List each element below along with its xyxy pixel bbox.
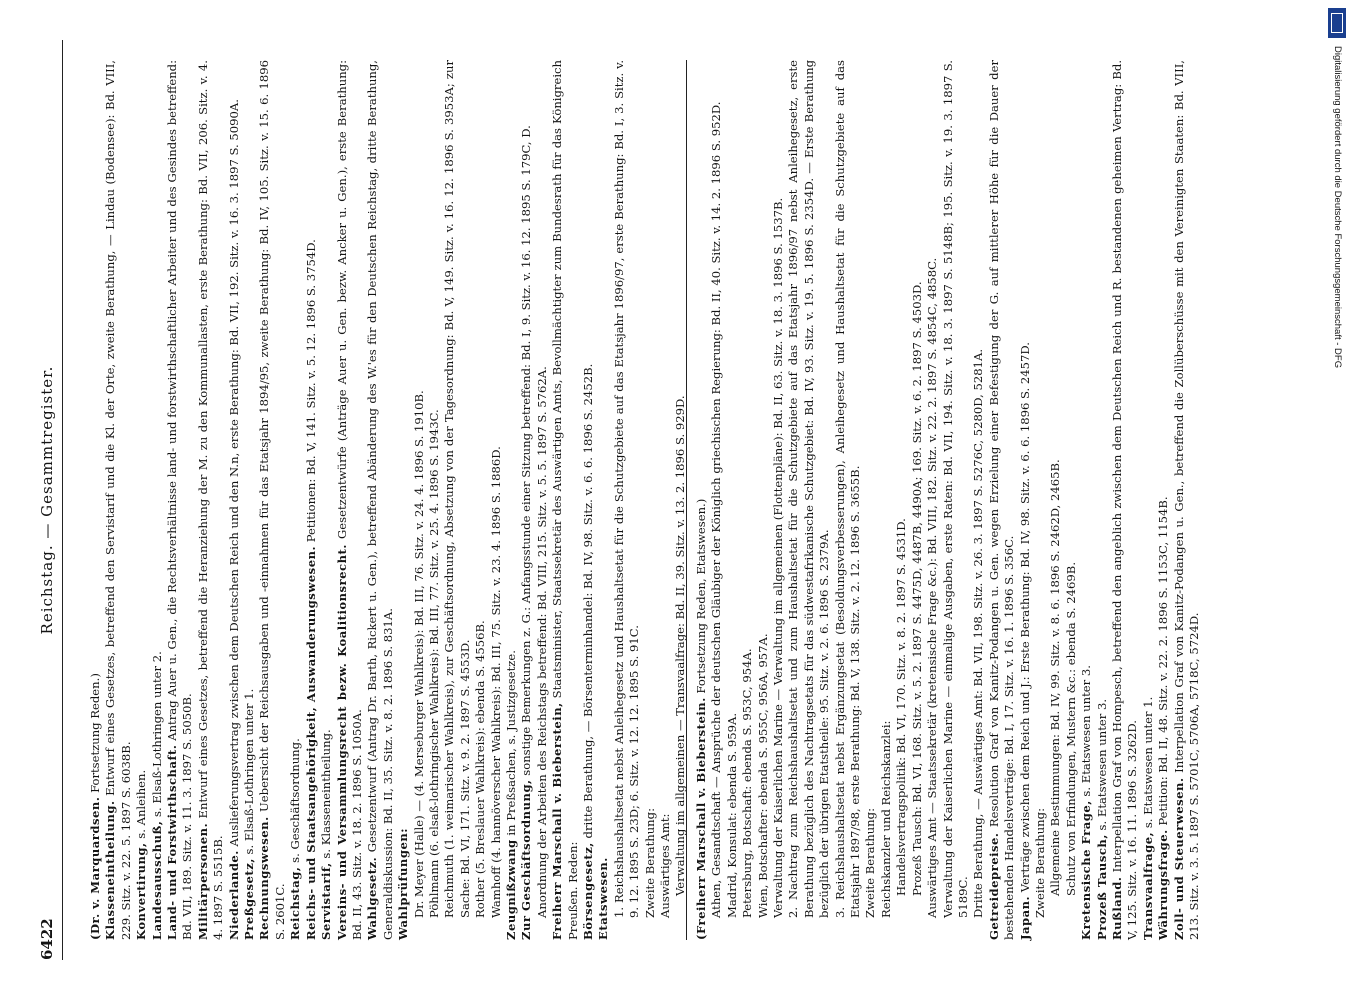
entry-text: Petition: Bd. II, 48. Sitz. v. 22. 2. 1896 S. 1153C, 1154B.: [1156, 496, 1171, 826]
entry-text: Petitionen: Bd. V, 141. Sitz. v. 5. 12. 1896 S. 3754D.: [303, 239, 318, 543]
entry-text: Verträge zwischen dem Reich und J.: Erste Berathung: Bd. IV, 98. Sitz. v. 6. 6. 1896 S. 2457D.: [1017, 342, 1032, 893]
entry-text: Zweite Berathung:: [1032, 808, 1047, 918]
entry-text: Petersburg, Botschaft: ebenda S. 953C, 954A.: [740, 648, 755, 918]
entry-text: Verwaltung der Kaiserlichen Marine — Verwaltung im allgemeinen (Flottenpläne): Bd. II, 63. Sitz. v. 18. 3. 1896 S. 1537B.: [771, 197, 786, 918]
entry-heading: Militärpersonen.: [195, 822, 210, 940]
index-entry: [581, 60, 596, 940]
entry-text: 1. Reichshaushaltsetat nebst Anleihegesetz und Haushaltsetat für die Schutzgebiete auf das Etatsjahr 1896/97, erste Berathung: Bd. I, 3. Sitz. v. 9. 12. 1895 S. 23D; 6. Sitz. v. 12. 12. 1895 S. 91C.: [611, 60, 642, 918]
index-entry: [879, 60, 894, 940]
index-entry: [396, 60, 411, 940]
entry-text: s. Anleihen.: [134, 769, 149, 839]
entry-heading: Preßgesetz,: [242, 858, 257, 940]
index-entry: [694, 60, 709, 940]
entry-heading: Etatswesen.: [596, 857, 611, 940]
index-entry: [1033, 60, 1048, 940]
entry-text: dritte Berathung, — Börsenterminhandel: Bd. IV, 98. Sitz. v. 6. 6. 1896 S. 2452B.: [581, 363, 595, 839]
entry-heading: Konvertirung,: [134, 842, 149, 940]
dfg-stamp: [1327, 6, 1347, 996]
index-entry: [709, 60, 724, 940]
entry-text: Entwurf eines Gesetzes, betreffend den Servistarif und die Kl. der Orte, zweite Berathung, — Lindau (Bodensee): Bd. VIII, 229. Sitz. v. 22. 5. 1897 S. 6038B.: [103, 60, 133, 940]
entry-text: Fortsetzung Reden.): [88, 673, 102, 793]
entry-heading: Wahlgesetz.: [365, 856, 380, 940]
entry-text: Reichmuth (1. weimarischer Wahlkreis), zur Geschäftsordnung, Absetzung von der Tagesordnung: Bd. V, 149. Sitz. v. 16. 12. 1896 S. 3953A; zur Sache: Bd. VI, 171. Sitz. v. 9. 2. 1897 S. 4553D.: [442, 60, 472, 918]
index-entry: [771, 60, 786, 940]
index-entry: [335, 60, 366, 940]
entry-text: 2. Nachtrag zum Reichshaushaltsetat und zum Haushaltsetat für die Schutzgebiete auf das Etatsjahr 1896/97 nebst Anleihegesetz, erste Berathung bezüglich des Nachtragsetats für das südwestafrikanische Schutzgebiet: Bd. IV, 93. Sitz. v. 19. 5. 1896 S. 2354D. — Erste Berathung bezüglich der übrigen Etatstheile: 95. Sitz. v. 2. 6. 1896 S. 2379A.: [786, 60, 832, 918]
index-entry: [971, 60, 986, 940]
entry-text: Auslieferungsvertrag zwischen dem Deutschen Reich und den N.n, erste Berathung: Bd. VII, 192. Sitz. v. 16. 3. 1897 S. 5090A.: [226, 99, 241, 847]
entry-text: Interpellation Graf von Hompesch, betreffend den angeblich zwischen dem Deutschen Reich und R. bestandenen geheimen Vertrag: Bd. V, 125. Sitz. v. 16. 11. 1896 S. 3262D.: [1109, 59, 1140, 940]
index-entry: [1095, 60, 1110, 940]
index-column-left: [88, 59, 688, 940]
entry-heading: Transvaalfrage,: [1140, 831, 1155, 940]
entry-text: sonstige Bemerkungen z. G.: Anfangsstunde einer Sitzung betreffend: Bd. I, 9. Sitz. v. 16. 12. 1895 S. 179C, D.: [519, 125, 534, 776]
entry-heading: Landesausschuß,: [149, 820, 164, 940]
entry-text: Pöhlmann (6. elsaß-lothringischer Wahlkreis): Bd. III, 77. Sitz. v. 25. 4. 1896 S. 1943C.: [426, 409, 441, 918]
index-column-right: [694, 60, 1284, 940]
entry-text: s. Etatswesen unter 3.: [1079, 665, 1094, 797]
entry-heading: Kretensische Frage,: [1079, 800, 1094, 940]
entry-text: Uebersicht der Reichsausgaben und -einnahmen für das Etatsjahr 1894/95, zweite Berathung: Bd. IV, 105. Sitz. v. 15. 6. 1896 S. 2601C.: [257, 60, 287, 940]
entry-text: Dr. Meyer (Halle) — (4. Merseburger Wahlkreis): Bd. III, 76. Sitz. v. 24. 4. 1896 S. 1910B.: [411, 390, 426, 918]
entry-text: Prozeß Tausch: Bd. VI, 168. Sitz. v. 5. 2. 1897 S. 4475D, 4487B, 4490A; 169. Sitz. v. 6. 2. 1897 S. 4503D.: [909, 281, 924, 896]
entry-text: Interpellation Graf von Kanitz-Podangen u. Gen., betreffend die Zollüberschüsse mit den Vereinigten Staaten: Bd. VIII, 213. Sitz. v. 3. 5. 1897 S. 5701C, 5706A, 5718C, 5724D.: [1171, 60, 1201, 940]
entry-heading: Rechnungswesen.: [257, 816, 272, 940]
entry-text: s. Elsaß-Lothringen unter 1.: [242, 688, 257, 855]
index-entry: [756, 60, 771, 940]
index-entry: [894, 60, 909, 940]
index-entry: [1156, 60, 1171, 940]
index-entry: [257, 60, 288, 940]
entry-text: s. Elsaß-Lothringen unter 2.: [149, 651, 164, 817]
entry-heading: Vereins- und Versammlungsrecht bezw. Koalitionsrecht.: [334, 544, 349, 940]
dfg-funding-text: Digitalisierung gefördert durch die Deutsche Forschungsgemeinschaft - DFG: [1332, 46, 1343, 369]
entry-text: Athen, Gesandtschaft — Ansprüche der deutschen Gläubiger der Königlich griechischen Regierung: Bd. II, 40. Sitz. v. 14. 2. 1896 S. 952D.: [709, 101, 724, 918]
entry-heading: Klasseneintheilung.: [103, 800, 118, 940]
entry-heading: Wahlprüfungen:: [396, 827, 411, 940]
entry-text: s. Etatswesen unter 1.: [1140, 696, 1155, 829]
entry-text: Gesetzentwurf (Antrag Dr. Barth, Rickert u. Gen.), betreffend Abänderung des W.'es für den Deutschen Reichstag, dritte Berathung, Generaldiskussion: Bd. II, 35. Sitz. v. 8. 2. 1896 S. 831A.: [365, 60, 395, 940]
index-entry: [288, 60, 303, 940]
entry-text: Wamhoff (4. hannöverscher Wahlkreis): Bd. III, 75. Sitz. v. 23. 4. 1896 S. 1886D.: [488, 446, 503, 918]
index-entry: [134, 60, 149, 940]
entry-text: Gesetzentwürfe (Anträge Auer u. Gen. bezw. Ancker u. Gen.), erste Berathung: Bd. II, 43. Sitz. v. 18. 2. 1896 S. 1050A.: [334, 59, 364, 940]
entry-heading: Niederlande.: [226, 850, 241, 940]
entry-heading: Reichstag,: [288, 866, 303, 940]
index-entry: [925, 60, 940, 940]
entry-text: Schutz von Erfindungen, Mustern &c.: ebenda S. 2469B.: [1063, 561, 1078, 896]
index-entry: [304, 60, 319, 940]
entry-text: Antrag Auer u. Gen., die Rechtsverhältnisse land- und forstwirthschaftlicher Arbeiter und des Gesindes betreffend: Bd. VII, 189. Sitz. v. 11. 3. 1897 S. 5050B.: [165, 60, 195, 940]
entry-text: in Preßsachen, s. Justizgesetze.: [503, 650, 518, 836]
running-title: Reichstag. — Gesammtregister.: [38, 365, 56, 635]
entry-heading: (Dr. v. Marquardsen.: [88, 796, 102, 940]
index-entry: [863, 60, 878, 940]
entry-text: Resolution Graf von Kanitz-Podangen u. Gen. wegen Erzielung einer Befestigung der G. auf mittlerer Höhe für die Dauer der bestehenden Handelsverträge: Bd. I, 17. Sitz. v. 16. 1. 1896 S. 356C.: [986, 59, 1017, 940]
entry-heading: Zoll- und Steuerwesen.: [1171, 777, 1186, 940]
index-entry: [504, 60, 519, 940]
index-entry: [1018, 60, 1033, 940]
entry-heading: Land- und Forstwirthschaft.: [165, 744, 180, 940]
index-entry: [412, 60, 427, 940]
entry-text: Zweite Berathung:: [863, 808, 878, 918]
entry-text: Wien, Botschafter: ebenda S. 955C, 956A, 957A.: [755, 633, 770, 918]
entry-text: Zweite Berathung:: [642, 808, 657, 918]
index-entry: [227, 60, 242, 940]
entry-text: Verwaltung im allgemeinen — Transvaalfrage: Bd. II, 39. Sitz. v. 13. 2. 1896 S. 929D.: [673, 395, 688, 896]
index-entry: [165, 60, 196, 940]
entry-text: Rother (5. Breslauer Wahlkreis): ebenda S. 4556B.: [473, 620, 488, 918]
entry-text: s. Etatswesen unter 3.: [1094, 698, 1109, 831]
column-divider: [686, 60, 687, 940]
entry-heading: Prozeß Tausch,: [1094, 834, 1109, 940]
index-entry: [535, 60, 550, 940]
index-entry: [550, 60, 581, 940]
index-entry: [319, 60, 334, 940]
index-entry: [427, 60, 442, 940]
dfg-logo-icon: [1328, 8, 1346, 38]
index-entry: [612, 60, 643, 940]
running-header: [36, 40, 63, 960]
entry-text: Reichskanzler und Reichskanzlei:: [878, 720, 893, 918]
entry-text: Auswärtiges Amt — Staatssekretär (kretensische Frage &c.): Bd. VIII, 182. Sitz. v. 22. 2. 1897 S. 4854C, 4858C.: [925, 257, 940, 918]
entry-heading: Freiherr Marschall v. Bieberstein,: [550, 702, 565, 940]
entry-heading: Börsengesetz,: [581, 842, 595, 940]
index-entry: [643, 60, 658, 940]
entry-text: Allgemeine Bestimmungen: Bd. IV, 99. Sitz. v. 8. 6. 1896 S. 2462D, 2465B.: [1048, 459, 1063, 896]
index-entry: [987, 60, 1018, 940]
entry-heading: Reichs- und Staatsangehörigkeit, Auswanderungswesen.: [303, 545, 318, 940]
index-entry: [150, 60, 165, 940]
index-entry: [725, 60, 740, 940]
index-entry: [1110, 60, 1141, 940]
entry-heading: Getreidepreise.: [986, 832, 1001, 940]
entry-text: s. Klasseneintheilung.: [319, 729, 334, 859]
index-entry: [103, 60, 134, 940]
entry-text: Madrid, Konsulat: ebenda S. 959A.: [724, 712, 739, 918]
entry-text: Staatsminister, Staatssekretär des Auswärtigen Amts, Bevollmächtigter zum Bundesrath für das Königreich Preußen. Reden:: [550, 59, 580, 940]
entry-heading: Währungsfrage.: [1156, 829, 1171, 940]
index-entry: [1141, 60, 1156, 940]
entry-text: Handelsvertragspolitik: Bd. VI, 170. Sitz. v. 8. 2. 1897 S. 4531D.: [894, 518, 909, 896]
index-entry: [365, 60, 396, 940]
index-entry: [1048, 60, 1063, 940]
index-entry: [519, 60, 534, 940]
entry-text: Fortsetzung Reden, Etatswesen.): [694, 498, 708, 694]
index-entry: [242, 60, 257, 940]
entry-text: 3. Reichshaushaltsetat nebst Ergänzungsetat (Besoldungsverbesserungen), Anleihegesetz und Haushaltsetat für die Schutzgebiete auf das Etatsjahr 1897/98, erste Berathung: Bd. V, 138. Sitz. v. 2. 12. 1896 S. 3655B.: [832, 60, 863, 918]
index-entry: [1079, 60, 1094, 940]
index-entry: [1064, 60, 1079, 940]
index-entry: [442, 60, 473, 940]
entry-heading: Zeugnißzwang: [503, 839, 518, 940]
index-entry: [196, 60, 227, 940]
index-entry: [786, 60, 832, 940]
index-entry: [473, 60, 488, 940]
entry-heading: Servistarif,: [319, 862, 334, 940]
index-entry: [740, 60, 755, 940]
entry-heading: (Freiherr Marschall v. Bieberstein.: [694, 697, 708, 940]
index-entry: [910, 60, 925, 940]
index-entry: [1172, 60, 1203, 940]
dfg-funding-note: [1327, 46, 1347, 986]
entry-text: Entwurf eines Gesetzes, betreffend die Heranziehung der M. zu den Kommunallasten, erste Berathung: Bd. VII, 206. Sitz. v. 4. 4. 1897 S. 5515B.: [195, 60, 226, 940]
index-entry: [941, 60, 972, 940]
index-entry: [596, 60, 611, 940]
entry-text: Auswärtiges Amt:: [658, 813, 673, 918]
entry-text: s. Geschäftsordnung.: [288, 738, 303, 863]
page-number: 6422: [38, 918, 56, 960]
index-entry: [88, 60, 103, 940]
entry-text: Anordnung der Arbeiten des Reichstags betreffend: Bd. VIII, 215. Sitz. v. 5. 5. 1897 S. 5762A.: [534, 366, 549, 918]
entry-text: Verwaltung der Kaiserlichen Marine — einmalige Ausgaben, erste Raten: Bd. VII, 194. Sitz. v. 18. 3. 1897 S. 5148B; 195. Sitz. v. 19. 3. 1897 S. 5189C.: [940, 60, 970, 918]
entry-heading: Japan.: [1017, 895, 1032, 940]
index-entry: [658, 60, 673, 940]
entry-heading: Rußland.: [1109, 876, 1124, 940]
index-entry: [489, 60, 504, 940]
entry-heading: Zur Geschäftsordnung,: [519, 779, 534, 940]
entry-text: Dritte Berathung, — Auswärtiges Amt: Bd. VII, 198. Sitz. v. 26. 3. 1897 S. 5276C, 5280D, 5281A.: [971, 348, 986, 918]
index-entry: [833, 60, 864, 940]
